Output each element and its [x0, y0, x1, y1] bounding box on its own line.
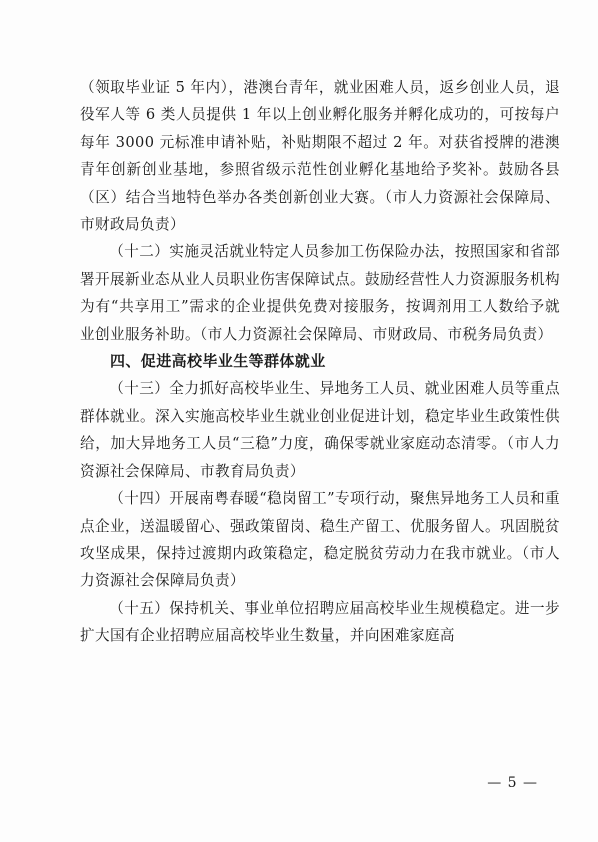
paragraph-item-14: （十四）开展南粤春暖“稳岗留工”专项行动，聚焦异地务工人员和重点企业，送温暖留心、强政策留岗、稳生产留工、优服务留人。巩固脱贫攻坚成果，保持过渡期内政策稳定，稳定脱贫劳动力在我市就业。（市人力资源社会保障局负责） [80, 490, 560, 590]
section-heading: 四、促进高校毕业生等群体就业 [110, 352, 326, 371]
paragraph-item-15: （十五）保持机关、事业单位招聘应届高校毕业生规模稳定。进一步扩大国有企业招聘应届高校毕业生数量，并向困难家庭高 [80, 599, 560, 645]
paragraph-item-12: （十二）实施灵活就业特定人员参加工伤保险办法，按照国家和省部署开展新业态从业人员职业伤害保障试点。鼓励经营性人力资源服务机构为有“共享用工”需求的企业提供免费对接服务，按调剂用工人数给予就业创业服务补助。（市人力资源社会保障局、市财政局、市税务局负责） [80, 243, 560, 343]
page-number: — 5 — [487, 775, 538, 791]
paragraph-continuation: （领取毕业证 5 年内），港澳台青年，就业困难人员，返乡创业人员，退役军人等 6 类人员提供 1 年以上创业孵化服务并孵化成功的，可按每户每年 3000 元标准申请补贴，补贴期限不超过 2 年。对获省授牌的港澳青年创新创业基地，参照省级示范性创业孵化基地给予奖补。鼓励各县（区）结合当地特色举办各类创新创业大赛。（市人力资源社会保障局、市财政局负责） [80, 79, 560, 234]
paragraph-item-13: （十三）全力抓好高校毕业生、异地务工人员、就业困难人员等重点群体就业。深入实施高校毕业生就业创业促进计划，稳定毕业生政策性供给，加大异地务工人员“三稳”力度，确保零就业家庭动态清零。（市人力资源社会保障局、市教育局负责） [80, 380, 560, 480]
document-body [80, 74, 560, 650]
